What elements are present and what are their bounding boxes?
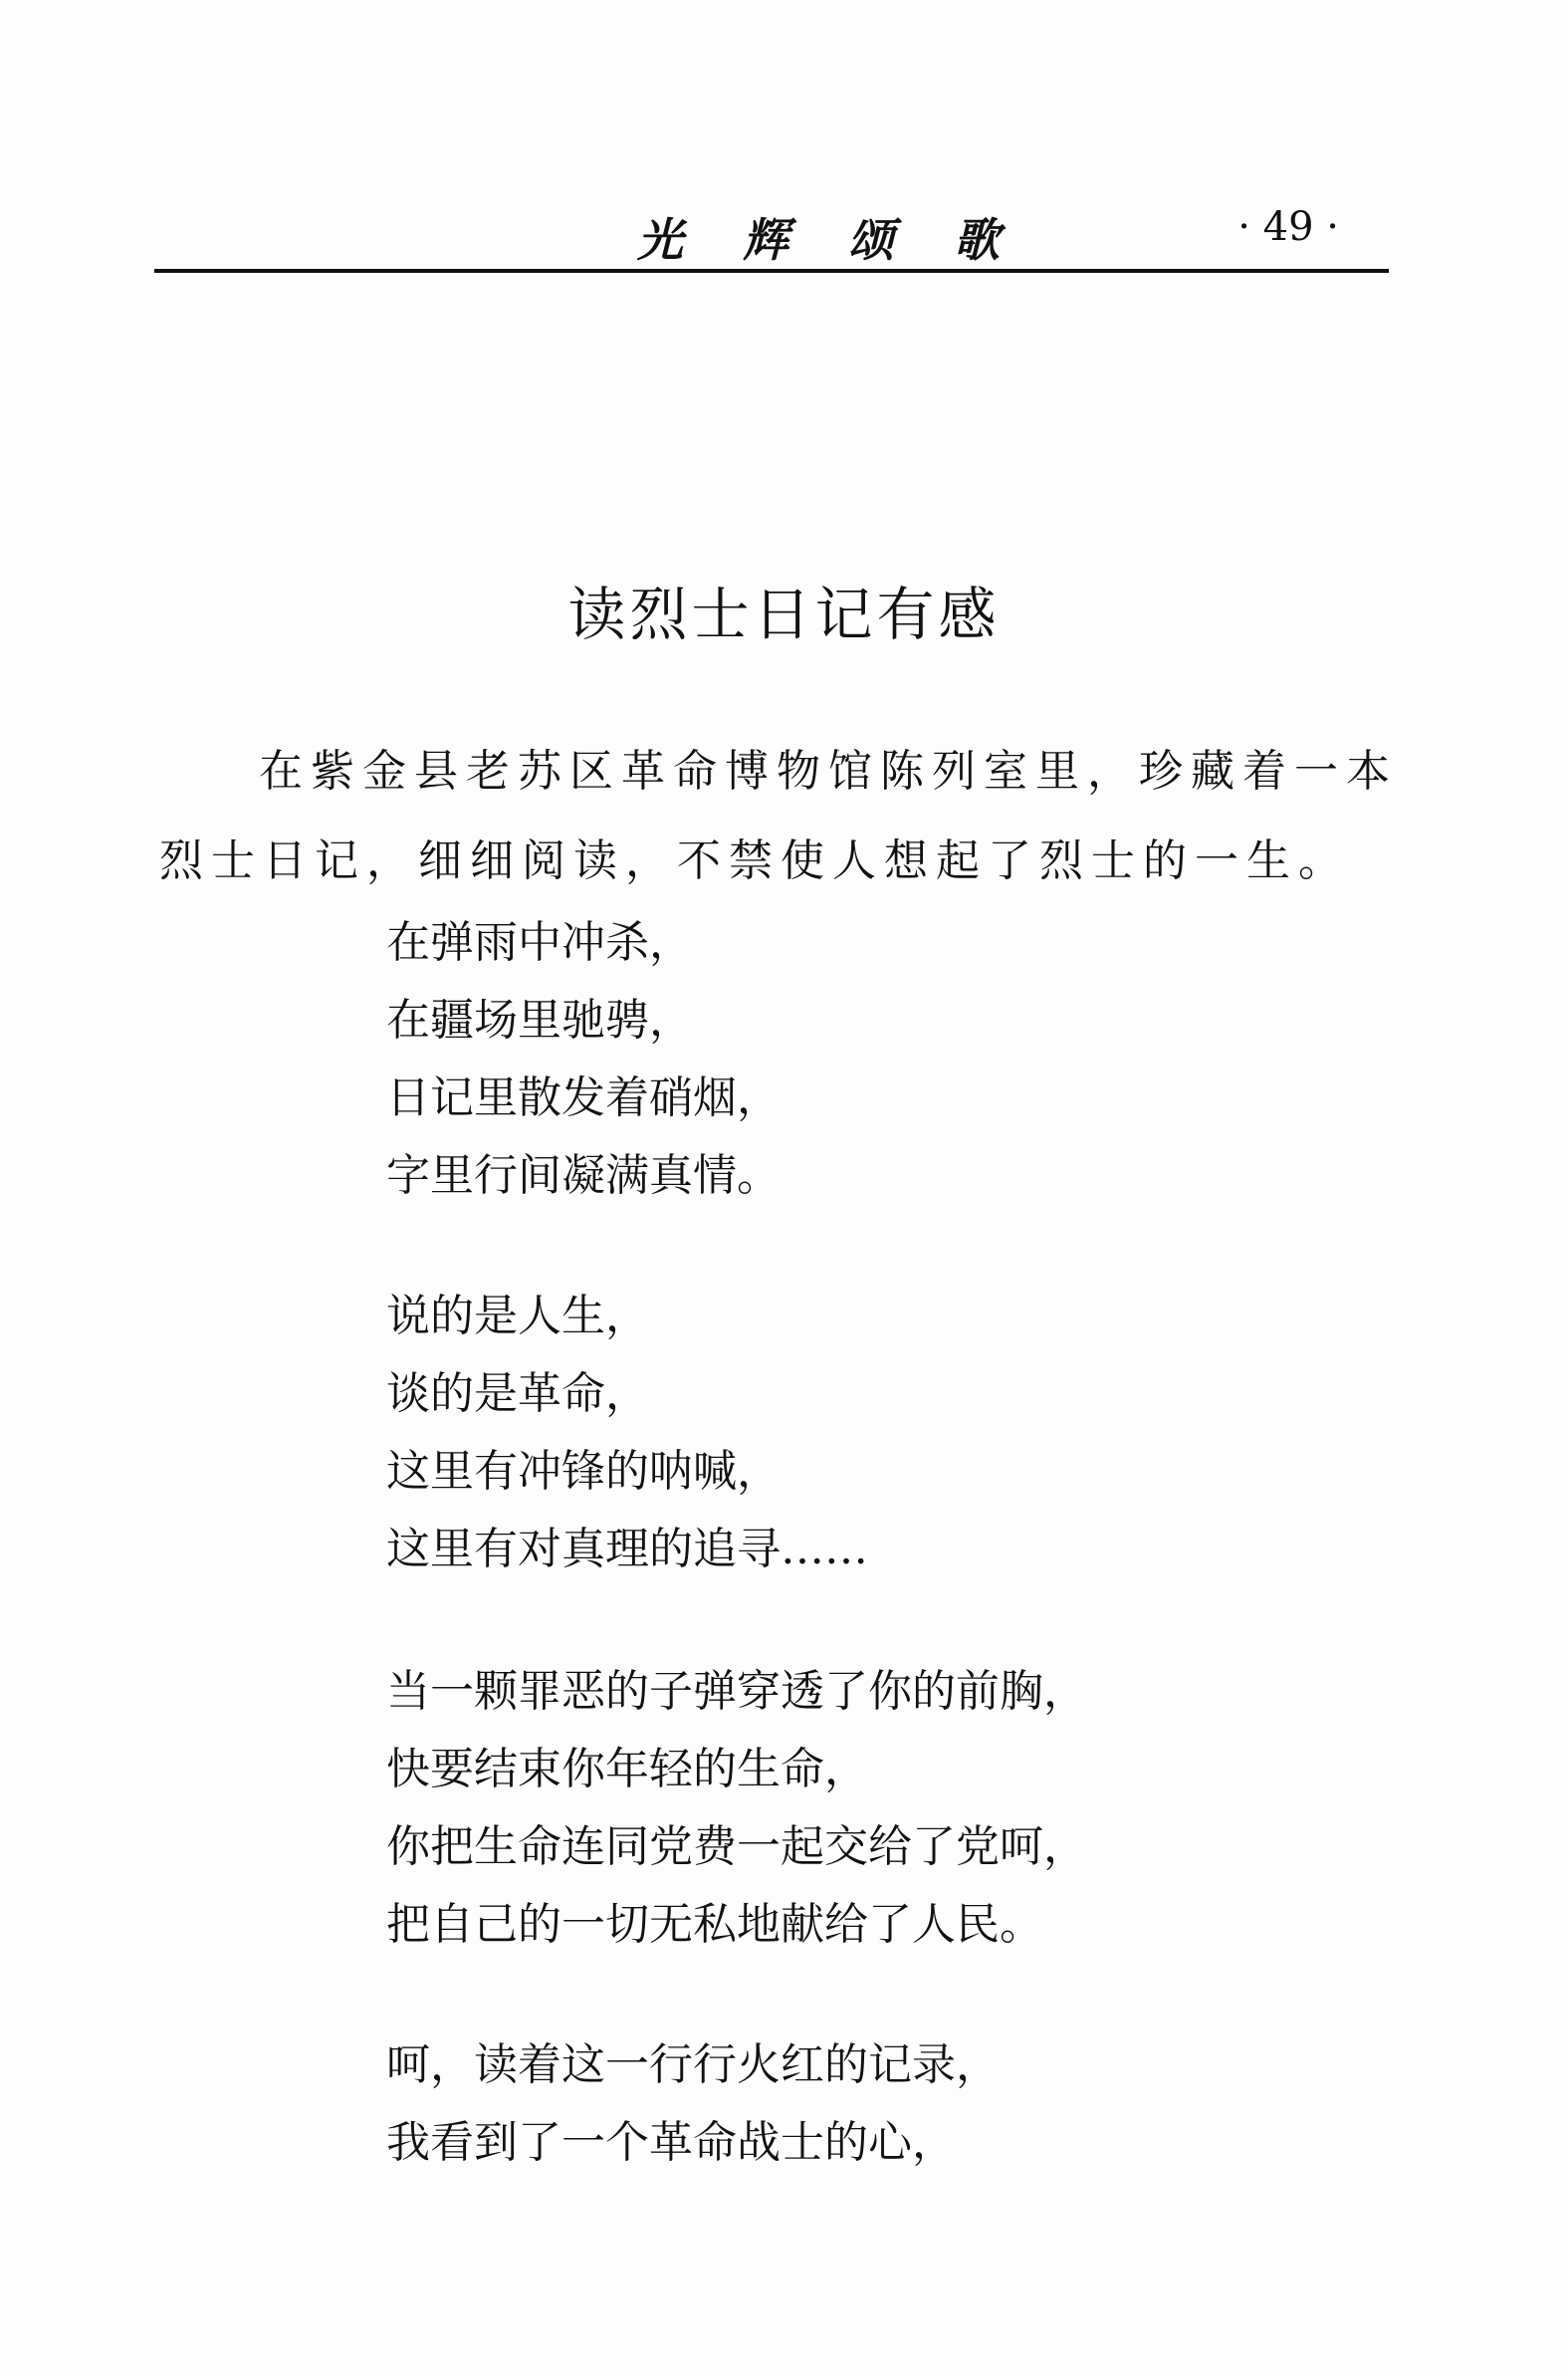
verse-line: 当一颗罪恶的子弹穿透了你的前胸， xyxy=(386,1666,1087,1717)
intro-line: 在紫金县老苏区革命博物馆陈列室里，珍藏着一本 xyxy=(259,746,1398,797)
stanza-1 xyxy=(386,904,1382,1215)
intro-paragraph xyxy=(159,727,1398,906)
verse-line: 字里行间凝满真情。 xyxy=(386,1150,781,1201)
running-header xyxy=(154,194,1389,274)
header-rule xyxy=(154,269,1389,273)
intro-line: 烈士日记，细细阅读，不禁使人想起了烈士的一生。 xyxy=(159,835,1350,886)
stanza-2 xyxy=(386,1278,1382,1588)
stanza-4 xyxy=(386,2026,1382,2182)
verse-line: 快要结束你年轻的生命， xyxy=(386,1744,868,1794)
verse-line: 说的是人生， xyxy=(386,1291,649,1341)
verse-line: 日记里散发着硝烟， xyxy=(386,1072,781,1123)
stanza-3 xyxy=(386,1653,1382,1964)
book-title: 光 辉 颂 歌 xyxy=(637,213,1022,267)
poem-title: 读烈士日记有感 xyxy=(567,581,1001,648)
verse-line: 你把生命连同党费一起交给了党呵， xyxy=(386,1821,1087,1872)
verse-line: 我看到了一个革命战士的心， xyxy=(386,2117,956,2168)
verse-line: 在疆场里驰骋， xyxy=(386,995,693,1046)
verse-line: 把自己的一切无私地献给了人民。 xyxy=(386,1899,1043,1950)
verse-line: 在弹雨中冲杀， xyxy=(386,917,693,968)
page-number: · 49 · xyxy=(1237,204,1339,250)
verse-line: 呵，读着这一行行火红的记录， xyxy=(386,2039,1000,2090)
verse-line: 这里有冲锋的呐喊， xyxy=(386,1446,781,1497)
verse-line: 谈的是革命， xyxy=(386,1368,649,1419)
verse-line: 这里有对真理的追寻…… xyxy=(386,1524,868,1574)
